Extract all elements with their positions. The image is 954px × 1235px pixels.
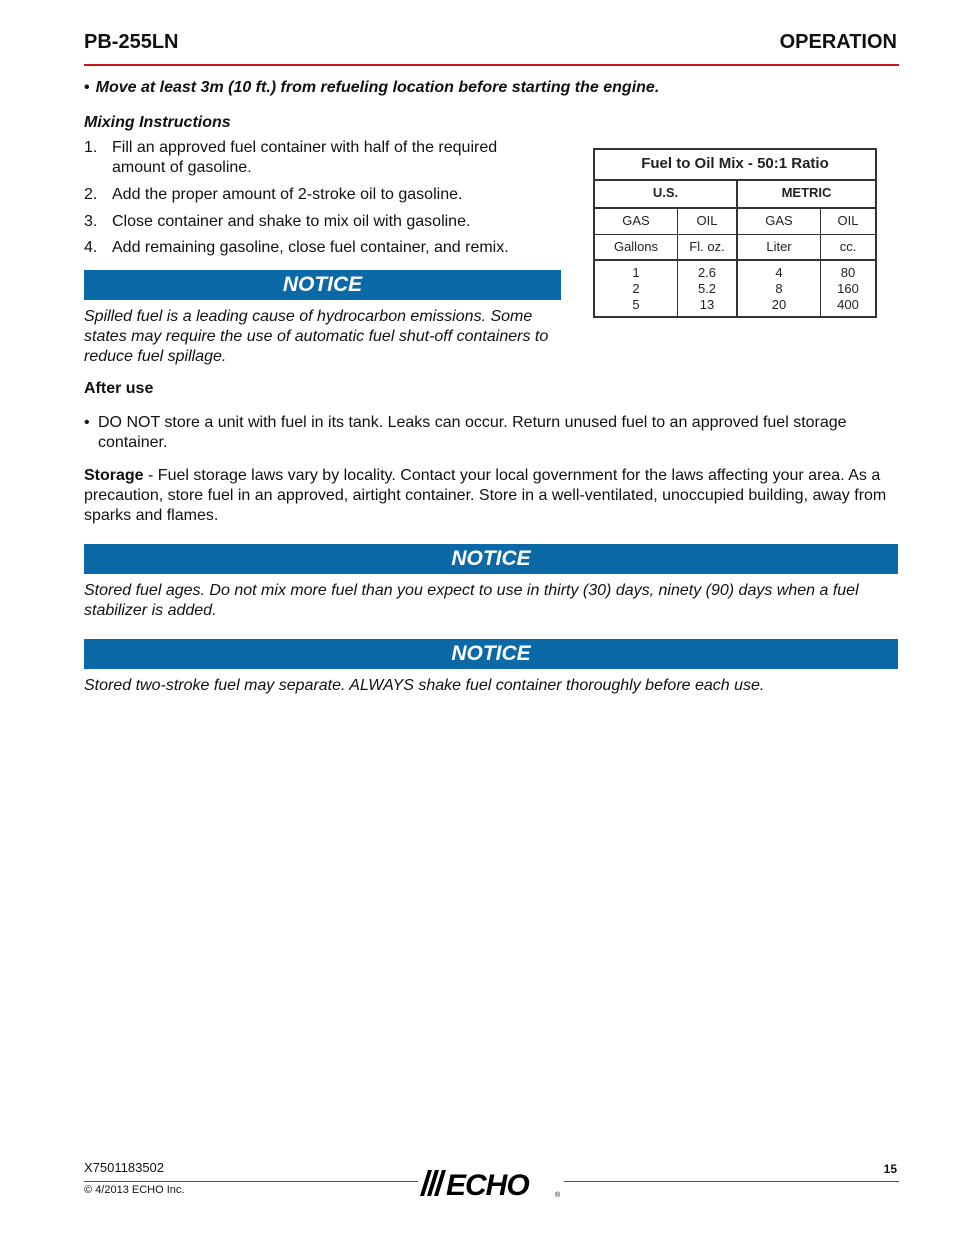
- notice-text: Stored two-stroke fuel may separate. ALWAYS shake fuel container thoroughly before each use.: [84, 677, 765, 694]
- table-cell: 160: [837, 281, 859, 296]
- step-number: 1.: [84, 139, 98, 156]
- column-header: GAS: [622, 213, 650, 228]
- group-us: U.S.: [652, 185, 679, 200]
- group-metric: METRIC: [781, 185, 832, 200]
- document-model: PB-255LN: [84, 31, 179, 53]
- table-cell: 5: [632, 297, 640, 312]
- section-title: OPERATION: [779, 31, 897, 53]
- table-cell: 1: [632, 265, 640, 280]
- table-rule: [595, 207, 875, 209]
- column-header: OIL: [837, 213, 859, 228]
- step-text: Add remaining gasoline, close fuel container, and remix.: [112, 239, 509, 256]
- unit-label: cc.: [839, 239, 857, 254]
- notice-banner: NOTICE: [84, 639, 898, 669]
- step-text: Close container and shake to mix oil with gasoline.: [112, 213, 471, 230]
- table-title: Fuel to Oil Mix - 50:1 Ratio: [641, 155, 829, 172]
- bullet-icon: •: [84, 414, 90, 431]
- step-number: 4.: [84, 239, 98, 256]
- echo-logo-icon: [418, 1166, 564, 1200]
- after-use-heading: After use: [84, 380, 154, 397]
- refuel-warning-text: Move at least 3m (10 ft.) from refueling location before starting the engine.: [95, 79, 660, 96]
- echo-logo: [418, 1166, 564, 1200]
- column-header: GAS: [765, 213, 793, 228]
- after-use-bullet: [84, 413, 899, 453]
- notice-banner: NOTICE: [84, 270, 561, 300]
- step-number: 3.: [84, 213, 98, 230]
- table-cell: 8: [775, 281, 783, 296]
- bullet-icon: •: [84, 79, 90, 96]
- mixing-heading: Mixing Instructions: [84, 114, 231, 131]
- copyright: © 4/2013 ECHO Inc.: [84, 1184, 185, 1196]
- mixing-step: [84, 185, 554, 205]
- refuel-warning: [84, 79, 899, 97]
- after-use-text: DO NOT store a unit with fuel in its tank. Leaks can occur. Return unused fuel to an approved fuel storage container.: [98, 414, 847, 451]
- unit-label: Liter: [766, 239, 792, 254]
- table-cell: 80: [840, 265, 856, 280]
- table-cell: 2: [632, 281, 640, 296]
- page-number: 15: [883, 1162, 897, 1176]
- table-cell: 5.2: [697, 281, 717, 296]
- svg-text:®: ®: [555, 1192, 561, 1199]
- storage-label: Storage: [84, 467, 144, 484]
- table-rule: [595, 259, 875, 261]
- mixing-step: [84, 212, 554, 232]
- storage-paragraph: [84, 466, 899, 526]
- storage-text: - Fuel storage laws vary by locality. Contact your local government for the laws affecting your area. As a precaution, store fuel in an approved, airtight container. Store in a well-ventilated, unoccupied building, away from sparks and flames.: [84, 467, 887, 524]
- notice-text: Stored fuel ages. Do not mix more fuel than you expect to use in thirty (30) days, ninety (90) days when a fuel stabilizer is added.: [84, 582, 859, 619]
- mixing-step: [84, 238, 554, 258]
- table-cell: 4: [775, 265, 783, 280]
- table-rule: [595, 179, 875, 181]
- table-cell: 400: [837, 297, 859, 312]
- table-cell: 2.6: [697, 265, 717, 280]
- step-number: 2.: [84, 186, 98, 203]
- unit-label: Gallons: [613, 239, 659, 254]
- table-rule: [595, 234, 875, 235]
- svg-text:ECHO: ECHO: [446, 1169, 529, 1200]
- table-cell: 13: [699, 297, 715, 312]
- unit-label: Fl. oz.: [689, 239, 725, 254]
- notice-banner: NOTICE: [84, 544, 898, 574]
- step-text: Fill an approved fuel container with half of the required amount of gasoline.: [112, 139, 498, 176]
- header-divider: [84, 64, 899, 66]
- fuel-oil-mix-table: [593, 148, 877, 318]
- table-cell: 20: [771, 297, 787, 312]
- step-text: Add the proper amount of 2-stroke oil to gasoline.: [112, 186, 463, 203]
- part-number: X7501183502: [84, 1160, 165, 1175]
- notice-text: Spilled fuel is a leading cause of hydrocarbon emissions. Some states may require the use of automatic fuel shut-off containers to reduce fuel spillage.: [84, 308, 549, 365]
- column-header: OIL: [696, 213, 718, 228]
- mixing-step: [84, 138, 554, 178]
